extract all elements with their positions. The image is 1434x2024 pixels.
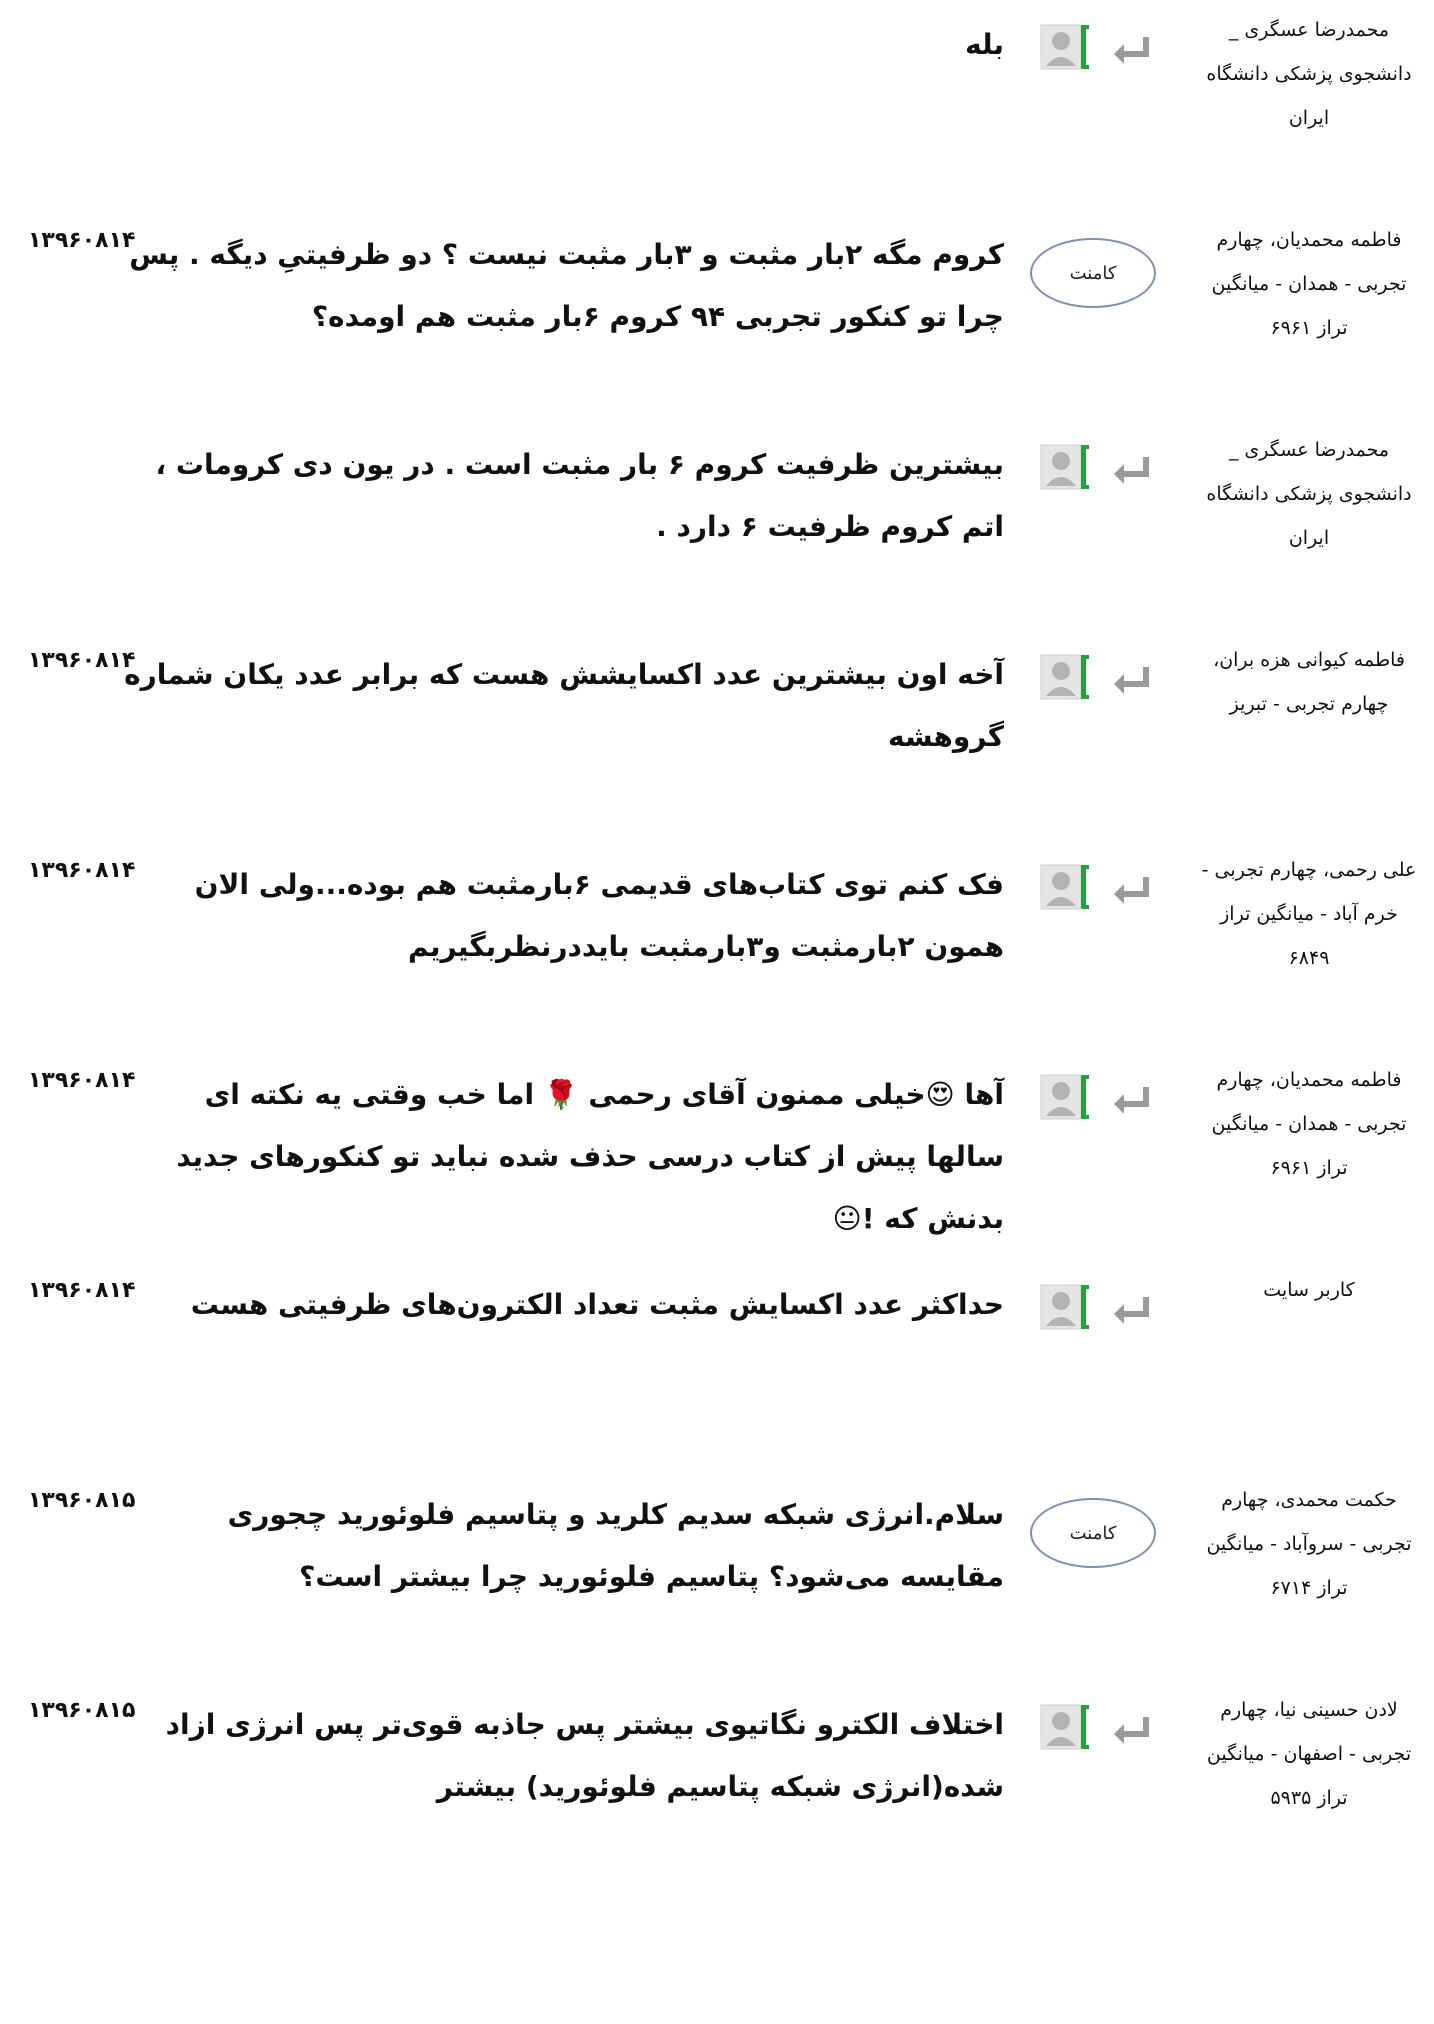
author-line: محمدرضا عسگری _ [1228,19,1390,41]
comment-badge: کامنت [1030,1498,1156,1568]
author-line: تراز ۶۹۶۱ [1270,1157,1348,1179]
user-avatar-icon [1038,652,1094,704]
author-line: فاطمه کیوانی هزه بران، [1213,649,1405,671]
comment-entry [0,1688,1434,1888]
comment-entry [0,1268,1434,1468]
user-avatar-icon [1038,1702,1094,1754]
reply-marker [1030,1702,1160,1758]
comment-marker [1030,1492,1160,1548]
comment-text: آها 😍خیلی ممنون آقای رحمی 🌹 اما خب وقتی یه نکته ای سالها پیش از کتاب درسی حذف شده نباید تو کنکورهای جدید بدنش که !😐 [176,1078,1004,1235]
comment-text: سلام.انرژی شبکه سدیم کلرید و پتاسیم فلوئورید چجوری مقایسه می‌شود؟ پتاسیم فلوئورید چرا بیشتر است؟ [227,1498,1004,1593]
user-avatar-icon [1038,1282,1094,1334]
comment-text: آخه اون بیشترین عدد اکسایشش هست که برابر عدد یکان شماره گروهشه [124,658,1004,753]
author-info [1194,1058,1424,1190]
user-avatar-icon [1038,862,1094,914]
reply-arrow-icon[interactable] [1110,1296,1154,1328]
user-avatar-icon [1038,442,1094,494]
comment-entry [0,1478,1434,1678]
reply-arrow-icon[interactable] [1110,1086,1154,1118]
author-line: لادن حسینی نیا، چهارم [1220,1699,1398,1721]
author-info [1194,848,1424,980]
author-line: خرم آباد - میانگین تراز [1220,903,1398,925]
reply-arrow-icon[interactable] [1110,456,1154,488]
author-info [1194,218,1424,350]
author-line: ۶۸۴۹ [1288,947,1330,969]
comment-entry [0,638,1434,838]
author-line: ایران [1288,107,1330,129]
author-info [1194,638,1424,726]
author-line: فاطمه محمدیان، چهارم [1216,1069,1402,1091]
comment-entry [0,8,1434,208]
comment-text: بله [965,28,1004,61]
author-line: تجربی - سروآباد - میانگین [1206,1533,1412,1555]
comment-date: ۱۳۹۶۰۸۱۴ [28,858,136,883]
author-line: دانشجوی پزشکی دانشگاه [1206,483,1412,505]
author-info [1194,1268,1424,1312]
comment-date: ۱۳۹۶۰۸۱۵ [28,1698,136,1723]
comment-date: ۱۳۹۶۰۸۱۵ [28,1488,136,1513]
comment-marker [1030,232,1160,288]
author-line: تراز ۵۹۳۵ [1270,1787,1348,1809]
author-line: تجربی - همدان - میانگین [1211,273,1407,295]
comment-text: بیشترین ظرفیت کروم ۶ بار مثبت است . در یون دی کرومات ، اتم کروم ظرفیت ۶ دارد . [155,448,1004,543]
comment-date: ۱۳۹۶۰۸۱۴ [28,228,136,253]
comment-badge: کامنت [1030,238,1156,308]
author-info [1194,1688,1424,1820]
reply-marker [1030,442,1160,498]
comment-entry [0,1058,1434,1258]
comment-entry [0,848,1434,1048]
author-info [1194,1478,1424,1610]
reply-marker [1030,1072,1160,1128]
author-line: حکمت محمدی، چهارم [1221,1489,1397,1511]
comment-text: حداکثر عدد اکسایش مثبت تعداد الکترون‌های ظرفیتی هست [190,1288,1004,1321]
comment-date: ۱۳۹۶۰۸۱۴ [28,1278,136,1303]
reply-marker [1030,862,1160,918]
comment-entry [0,218,1434,418]
author-line: کاربر سایت [1263,1279,1355,1301]
reply-marker [1030,1282,1160,1338]
author-line: چهارم تجربی - تبریز [1229,693,1389,715]
reply-marker [1030,22,1160,78]
author-line: تجربی - اصفهان - میانگین [1206,1743,1412,1765]
comment-entry [0,428,1434,628]
author-line: علی رحمی، چهارم تجربی - [1201,859,1417,881]
comment-text: فک کنم توی کتاب‌های قدیمی ۶بارمثبت هم بوده...ولی الان همون ۲بارمثبت و۳بارمثبت بایددرنظربگیریم [194,868,1004,963]
author-line: ایران [1288,527,1330,549]
reply-arrow-icon[interactable] [1110,36,1154,68]
author-line: دانشجوی پزشکی دانشگاه [1206,63,1412,85]
reply-arrow-icon[interactable] [1110,666,1154,698]
author-info [1194,8,1424,140]
author-line: تراز ۶۷۱۴ [1270,1577,1348,1599]
reply-arrow-icon[interactable] [1110,1716,1154,1748]
user-avatar-icon [1038,1072,1094,1124]
user-avatar-icon [1038,22,1094,74]
comment-text: کروم مگه ۲بار مثبت و ۳بار مثبت نیست ؟ دو ظرفیتیِ دیگه . پس چرا تو کنکور تجربی ۹۴ کروم ۶بار مثبت هم اومده؟ [129,238,1004,333]
author-line: محمدرضا عسگری _ [1228,439,1390,461]
comment-date: ۱۳۹۶۰۸۱۴ [28,1068,136,1093]
author-line: فاطمه محمدیان، چهارم [1216,229,1402,251]
author-info [1194,428,1424,560]
comment-date: ۱۳۹۶۰۸۱۴ [28,648,136,673]
reply-marker [1030,652,1160,708]
author-line: تجربی - همدان - میانگین [1211,1113,1407,1135]
comment-text: اختلاف الکترو نگاتیوی بیشتر پس جاذبه قوی‌تر پس انرژی ازاد شده(انرژی شبکه پتاسیم فلوئورید) بیشتر [165,1708,1004,1803]
reply-arrow-icon[interactable] [1110,876,1154,908]
author-line: تراز ۶۹۶۱ [1270,317,1348,339]
